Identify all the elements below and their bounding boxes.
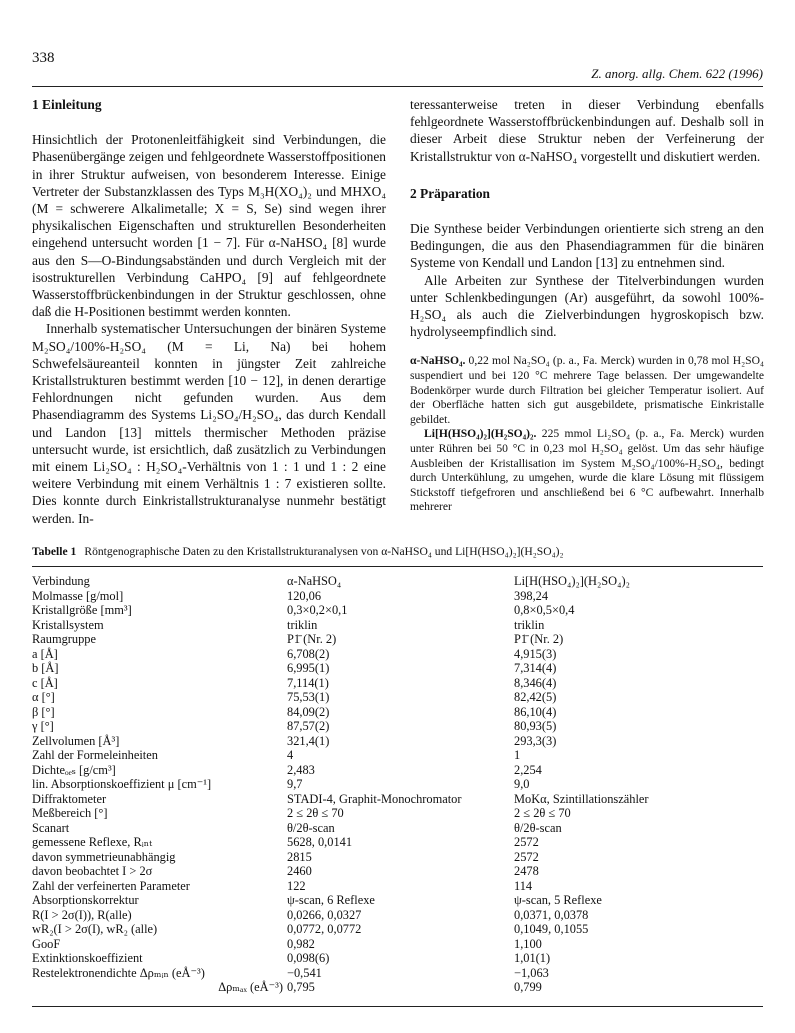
table-cell-li-compound: 398,24 — [514, 588, 549, 603]
right-column — [410, 96, 764, 515]
table-row — [32, 734, 763, 749]
prep-li-paragraph — [410, 427, 764, 515]
table-cell-parameter: Zahl der Formeleinheiten — [32, 748, 158, 762]
table-top-rule — [32, 566, 763, 567]
table-row — [32, 574, 763, 589]
prep-nahso4-paragraph — [410, 354, 764, 427]
table-cell-nahso4: 2 ≤ 2θ ≤ 70 — [287, 806, 344, 820]
journal-reference: Z. anorg. allg. Chem. 622 (1996) — [591, 66, 763, 81]
table-cell-parameter: Verbindung — [32, 574, 90, 588]
table-cell-nahso4: 6,708(2) — [287, 646, 330, 661]
table-cell-nahso4: 0,0772, 0,0772 — [287, 922, 362, 936]
table-row — [32, 676, 763, 691]
table-cell-nahso4: 87,57(2) — [287, 719, 330, 733]
table-row — [32, 618, 763, 633]
table-cell-parameter: Extinktionskoeffizient — [32, 951, 143, 965]
table-row — [32, 763, 763, 778]
table-cell-parameter: Δρₘₐₓ (eÅ⁻³) — [218, 980, 283, 994]
table-cell-nahso4: θ/2θ-scan — [287, 820, 335, 835]
table-cell-nahso4: ψ-scan, 6 Reflexe — [287, 893, 375, 907]
table-cell-li-compound: P1̄ (Nr. 2) — [514, 632, 564, 646]
intro-continuation: teressanterweise treten in dieser Verbindung ebenfalls fehlgeordnete Wasserstoffbrückenbindungen auf. Deshalb soll in dieser Arbeit diese Struktur neben der Verfeinerung der Kristallstruktur von α-NaHSO₄ vorgestellt und diskutiert werden. — [410, 97, 764, 164]
table-cell-nahso4: 4 — [287, 748, 294, 762]
table-cell-li-compound: MoKα, Szintillationszähler — [514, 791, 649, 806]
table-cell-nahso4: 0,3×0,2×0,1 — [287, 603, 348, 617]
page-number: 338 — [32, 50, 55, 66]
table-cell-li-compound: triklin — [514, 617, 545, 632]
table-cell-parameter: GooF — [32, 936, 61, 951]
table-cell-nahso4: −0,541 — [287, 965, 322, 980]
table-row — [32, 966, 763, 981]
table-cell-parameter: wR₂(I > 2σ(I), wR₂ (alle) — [32, 922, 158, 936]
table-cell-li-compound: 9,0 — [514, 777, 530, 791]
table-cell-nahso4: 7,114(1) — [287, 675, 329, 690]
table-cell-li-compound: −1,063 — [514, 965, 549, 980]
table-row — [32, 792, 763, 807]
table-cell-li-compound: θ/2θ-scan — [514, 820, 562, 835]
table-caption — [32, 545, 564, 558]
table-cell-parameter: γ [°] — [32, 719, 54, 733]
table-cell-nahso4: 5628, 0,0141 — [287, 835, 353, 849]
table-row — [32, 661, 763, 676]
table-row — [32, 937, 763, 952]
table-cell-li-compound: 2478 — [514, 864, 539, 878]
table-cell-parameter: gemessene Reflexe, Rᵢₙₜ — [32, 835, 153, 849]
table-cell-li-compound: 8,346(4) — [514, 675, 557, 690]
table-cell-li-compound: 2 ≤ 2θ ≤ 70 — [514, 806, 571, 820]
table-cell-nahso4: 84,09(2) — [287, 704, 330, 719]
table-cell-parameter: Kristallsystem — [32, 617, 104, 632]
table-cell-nahso4: triklin — [287, 617, 318, 632]
table-cell-parameter: Raumgruppe — [32, 632, 97, 646]
table-cell-nahso4: 0,098(6) — [287, 951, 330, 965]
table-cell-nahso4: α-NaHSO₄ — [287, 574, 342, 588]
table-row — [32, 603, 763, 618]
table-row — [32, 879, 763, 894]
table-cell-li-compound: 82,42(5) — [514, 690, 557, 704]
crystal-data-table — [32, 574, 763, 995]
table-cell-parameter: R(I > 2σ(I)), R(alle) — [32, 907, 132, 922]
prep-nahso4-text: 0,22 mol Na₂SO₄ (p. a., Fa. Merck) wurden in 0,78 mol H₂SO₄ suspendiert und bei 120 °C mehrere Tage belassen. Der umgewandelte Bodenkörper wurde durch Filtration bei gleicher Temperatur isoliert. Auf der Oberfläche hatten sich gut ausgebildete, prismatische Einkristalle gebildet. — [410, 354, 764, 426]
table-cell-nahso4: P1̄ (Nr. 2) — [287, 632, 337, 646]
table-cell-nahso4: STADI-4, Graphit-Monochromator — [287, 791, 462, 806]
table-cell-li-compound: 2572 — [514, 835, 539, 849]
table-cell-li-compound: 0,799 — [514, 980, 542, 994]
table-row — [32, 980, 763, 995]
table-cell-parameter: β [°] — [32, 704, 55, 719]
table-cell-nahso4: 0,0266, 0,0327 — [287, 907, 362, 922]
table-cell-parameter: Diffraktometer — [32, 791, 107, 806]
table-cell-parameter: Dichteₒₑₛ [g/cm³] — [32, 762, 116, 777]
table-row — [32, 632, 763, 647]
table-cell-parameter: b [Å] — [32, 661, 59, 675]
table-cell-parameter: Kristallgröße [mm³] — [32, 603, 132, 617]
prep-paragraph-2: Alle Arbeiten zur Synthese der Titelverbindungen wurden unter Schlenkbedingungen (Ar) ausgeführt, da sowohl 100%-H₂SO₄ als auch die Zielverbindungen hygroskopisch bzw. hydrolyseempfindlich sind. — [410, 272, 764, 340]
table-cell-li-compound: 0,0371, 0,0378 — [514, 907, 589, 922]
table-cell-li-compound: 114 — [514, 878, 533, 893]
table-cell-li-compound: 0,8×0,5×0,4 — [514, 603, 575, 617]
table-cell-parameter: Scanart — [32, 820, 70, 835]
table-cell-li-compound: 1,100 — [514, 936, 542, 951]
table-cell-parameter: Restelektronendichte Δρₘᵢₙ (eÅ⁻³) — [32, 965, 205, 980]
table-cell-parameter: lin. Absorptionskoeffizient μ [cm⁻¹] — [32, 777, 212, 791]
intro-paragraph-1: Hinsichtlich der Protonenleitfähigkeit sind Verbindungen, die Phasenübergänge zeigen und fehlgeordnete Wasserstoffpositionen in ihrer Struktur aufweisen, von besonderem Interesse. Einige Vertreter der Substanzklassen des Typs M₃H(XO₄)₂ und MHXO₄ (M = schwerere Alkalimetalle; X = S, Se) sind wegen ihrer physikalischen Eigenschaften und strukturellen Besonderheiten eingehend untersucht worden [1 − 7]. Für α-NaHSO₄ [8] wurde aus den S—O-Bindungsabständen und durch Vergleich mit der isostrukturellen Verbindung CaHPO₄ [9] auf fehlgeordnete Wasserstoffbrückenbindungen in der Struktur geschlossen, ohne daß die H-Positionen bestimmt werden konnten. — [32, 132, 386, 320]
table-cell-parameter: davon beobachtet I > 2σ — [32, 864, 153, 878]
table-cell-parameter: Molmasse [g/mol] — [32, 588, 124, 603]
table-row — [32, 748, 763, 763]
table-cell-li-compound: 4,915(3) — [514, 646, 557, 661]
table-cell-nahso4: 2,483 — [287, 762, 315, 777]
table-row — [32, 647, 763, 662]
table-cell-li-compound: ψ-scan, 5 Reflexe — [514, 893, 602, 907]
section-heading-praeparation: 2 Präparation — [410, 185, 490, 201]
table-cell-nahso4: 2815 — [287, 849, 312, 864]
table-cell-li-compound: 86,10(4) — [514, 704, 557, 719]
table-row — [32, 951, 763, 966]
table-row — [32, 908, 763, 923]
table-row — [32, 719, 763, 734]
table-cell-li-compound: 80,93(5) — [514, 719, 557, 733]
table-row — [32, 589, 763, 604]
table-row — [32, 777, 763, 792]
table-row — [32, 835, 763, 850]
table-row — [32, 806, 763, 821]
table-caption-text: Röntgenographische Daten zu den Kristallstrukturanalysen von α-NaHSO₄ und Li[H(HSO₄)₂](H₂SO₄)₂ — [84, 545, 564, 558]
table-cell-nahso4: 321,4(1) — [287, 733, 330, 748]
table-row — [32, 850, 763, 865]
intro-paragraph-2: Innerhalb systematischer Untersuchungen der binären Systeme M₂SO₄/100%-H₂SO₄ (M = Li, Na) bei hohem Schwefelsäureanteil konnten in jüngster Zeit zahlreiche Kristallstrukturen bestimmt werden [10 − 12], in denen derartige Fehlordnungen nicht gefunden wurden. Aus dem Phasendiagramm des Systems Li₂SO₄/H₂SO₄, das durch Kendall und Landon [13] mittels thermischer Methoden präzise untersucht wurde, ist ersichtlich, daß zusätzlich zu Verbindungen mit einem Li₂SO₄ : H₂SO₄-Verhältnis von 1 : 1 und 1 : 2 eine weitere Verbindung mit einem Verhältnis 1 : 7 existieren sollte. Dies konnte durch Einkristallstrukturanalyse nunmehr bestätigt werden. In- — [32, 321, 386, 526]
prep-li-text: 225 mmol Li₂SO₄ (p. a., Fa. Merck) wurden unter Rühren bei 50 °C in 0,23 mol H₂SO₄ gelöst. Um das sehr häufige Ausbleiben der Kristallisation im System M₂SO₄/100%-H₂SO₄, bedingt durch Unterkühlung, zu umgehen, wurde die klare Lösung mit flüssigem Stickstoff tiefgefroren und anschließend bei 6 °C aufbewahrt. Innerhalb mehrerer — [410, 427, 764, 514]
table-cell-nahso4: 0,982 — [287, 936, 315, 951]
table-row — [32, 864, 763, 879]
table-cell-parameter: c [Å] — [32, 675, 58, 690]
table-bottom-rule — [32, 1006, 763, 1007]
table-cell-nahso4: 9,7 — [287, 777, 303, 791]
table-cell-parameter: Absorptionskorrektur — [32, 893, 139, 907]
table-cell-parameter: Zahl der verfeinerten Parameter — [32, 878, 190, 893]
table-cell-li-compound: 0,1049, 0,1055 — [514, 922, 589, 936]
table-cell-li-compound: Li[H(HSO₄)₂](H₂SO₄)₂ — [514, 574, 630, 588]
left-column — [32, 96, 386, 527]
table-row — [32, 705, 763, 720]
prep-paragraph-1: Die Synthese beider Verbindungen orientierte sich streng an den Bedingungen, die aus den Phasendiagrammen für die binären Systeme von Kendall und Landon [13] zu entnehmen sind. — [410, 221, 764, 271]
table-cell-parameter: α [°] — [32, 690, 55, 704]
table-row — [32, 922, 763, 937]
compound-name-li: Li[H(HSO₄)₂](H₂SO₄)₂. — [424, 427, 537, 441]
table-cell-nahso4: 75,53(1) — [287, 690, 330, 704]
table-cell-parameter: davon symmetrieunabhängig — [32, 849, 176, 864]
header-rule — [32, 86, 763, 87]
compound-name-nahso4: α-NaHSO₄. — [410, 354, 466, 368]
table-cell-parameter: a [Å] — [32, 646, 58, 661]
section-heading-einleitung: 1 Einleitung — [32, 97, 102, 112]
table-label: Tabelle 1 — [32, 545, 77, 558]
table-cell-li-compound: 1,01(1) — [514, 951, 551, 965]
table-cell-nahso4: 120,06 — [287, 588, 322, 603]
table-cell-li-compound: 293,3(3) — [514, 733, 557, 748]
table-cell-li-compound: 7,314(4) — [514, 661, 557, 675]
table-cell-parameter: Meßbereich [°] — [32, 806, 108, 820]
table-cell-nahso4: 6,995(1) — [287, 661, 330, 675]
table-row — [32, 821, 763, 836]
table-cell-li-compound: 2,254 — [514, 762, 542, 777]
table-row — [32, 690, 763, 705]
table-cell-li-compound: 1 — [514, 748, 521, 762]
table-cell-parameter: Zellvolumen [Å³] — [32, 733, 120, 748]
table-cell-nahso4: 2460 — [287, 864, 312, 878]
table-row — [32, 893, 763, 908]
table-cell-li-compound: 2572 — [514, 849, 539, 864]
table-cell-nahso4: 122 — [287, 878, 306, 893]
table-cell-nahso4: 0,795 — [287, 980, 315, 994]
